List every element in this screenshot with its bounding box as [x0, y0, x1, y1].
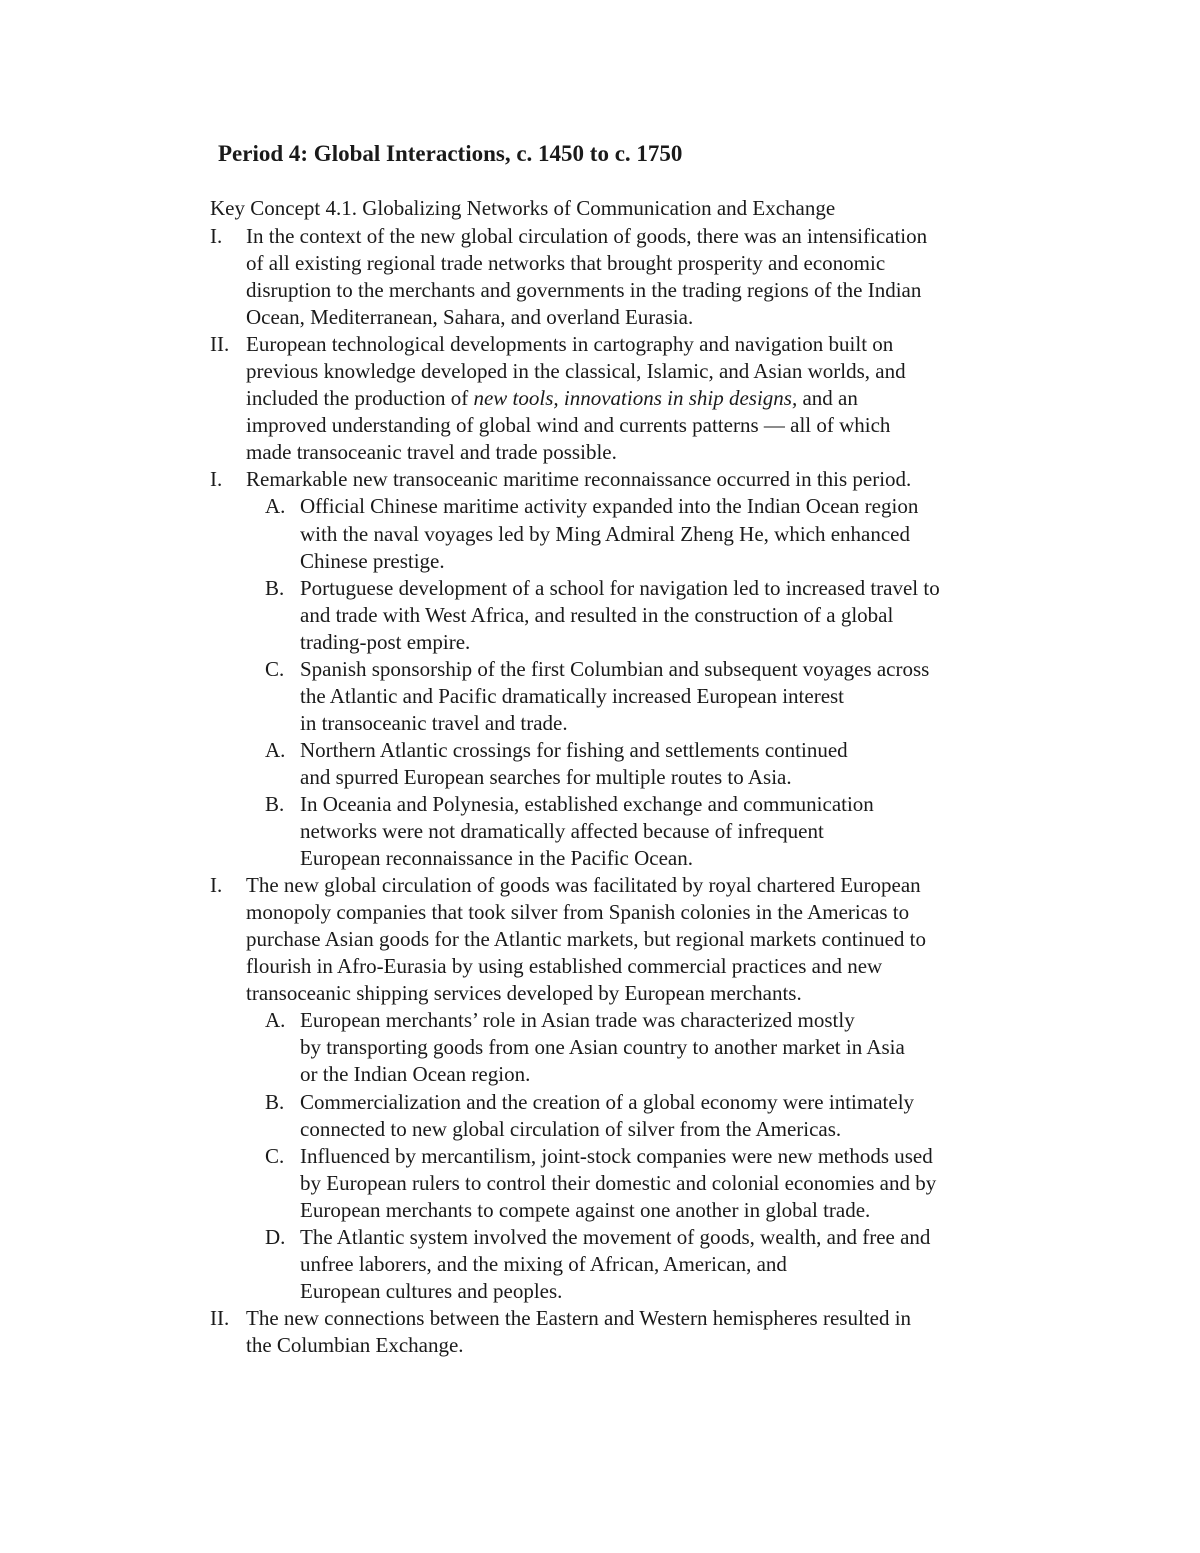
- subitem-text-line: in transoceanic travel and trade.: [300, 710, 568, 735]
- subitem-text-line: networks were not dramatically affected because of infrequent: [300, 819, 824, 844]
- subitem-text-line: European reconnaissance in the Pacific Ocean.: [300, 846, 693, 871]
- subitem-text-line: Official Chinese maritime activity expanded into the Indian Ocean region: [300, 494, 919, 519]
- subitem-text-line: European merchants to compete against one another in global trade.: [300, 1197, 871, 1222]
- item-text-line: the Columbian Exchange.: [246, 1332, 464, 1357]
- subitem-marker: D.: [265, 1224, 286, 1249]
- subitem-text-line: by European rulers to control their domestic and colonial economies and by: [300, 1170, 937, 1195]
- item-text-line: The new global circulation of goods was facilitated by royal chartered European: [246, 873, 921, 898]
- item-text-line: transoceanic shipping services developed by European merchants.: [246, 981, 802, 1006]
- item-marker: II.: [210, 1305, 230, 1330]
- item-marker: II.: [210, 332, 230, 357]
- outline-subitem: [210, 737, 1030, 791]
- outline-subitem: [210, 1089, 1030, 1143]
- subitem-text-line: by transporting goods from one Asian country to another market in Asia: [300, 1035, 905, 1060]
- subitem-marker: C.: [265, 656, 285, 681]
- outline-item: [210, 223, 1030, 331]
- outline-subitem: [210, 1224, 1030, 1305]
- subitem-marker: A.: [265, 1008, 286, 1033]
- subitem-text-line: and spurred European searches for multiple routes to Asia.: [300, 764, 792, 789]
- subitem-marker: C.: [265, 1143, 285, 1168]
- subitem-text-line: with the naval voyages led by Ming Admiral Zheng He, which enhanced: [300, 521, 911, 546]
- item-text-line: previous knowledge developed in the classical, Islamic, and Asian worlds, and: [246, 359, 906, 384]
- page-title: Period 4: Global Interactions, c. 1450 to c. 1750: [218, 141, 683, 166]
- item-text-line: The new connections between the Eastern and Western hemispheres resulted in: [246, 1305, 912, 1330]
- subitem-text-line: the Atlantic and Pacific dramatically increased European interest: [300, 683, 845, 708]
- item-text-line: of all existing regional trade networks that brought prosperity and economic: [246, 251, 886, 276]
- subitem-text-line: European cultures and peoples.: [300, 1278, 563, 1303]
- item-text-line: European technological developments in cartography and navigation built on: [246, 332, 894, 357]
- subitem-text-line: trading-post empire.: [300, 629, 471, 654]
- subitem-text-line: In Oceania and Polynesia, established exchange and communication: [300, 791, 874, 816]
- subitem-text-line: Northern Atlantic crossings for fishing and settlements continued: [300, 737, 848, 762]
- item-text-line: improved understanding of global wind and currents patterns — all of which: [246, 413, 891, 438]
- subitem-text-line: Portuguese development of a school for navigation led to increased travel to: [300, 575, 940, 600]
- item-text-line: made transoceanic travel and trade possible.: [246, 440, 617, 465]
- outline-subitem: [210, 1007, 1030, 1088]
- subitem-text-line: Spanish sponsorship of the first Columbian and subsequent voyages across: [300, 656, 930, 681]
- outline-item: [210, 466, 1030, 493]
- item-marker: I.: [210, 873, 223, 898]
- item-marker: I.: [210, 224, 223, 248]
- key-concept-heading: Key Concept 4.1. Globalizing Networks of Communication and Exchange: [210, 196, 836, 220]
- subitem-text-line: connected to new global circulation of silver from the Americas.: [300, 1116, 842, 1141]
- subitem-marker: B.: [265, 575, 285, 600]
- outline-list: [210, 223, 1030, 1359]
- item-text-line: Remarkable new transoceanic maritime reconnaissance occurred in this period.: [246, 467, 912, 492]
- subitem-marker: B.: [265, 791, 285, 816]
- subitem-text-line: Influenced by mercantilism, joint-stock companies were new methods used: [300, 1143, 933, 1168]
- item-text-line: In the context of the new global circulation of goods, there was an intensification: [246, 224, 928, 248]
- italic-phrase: new tools, innovations in ship designs,: [473, 386, 798, 411]
- outline-item: [210, 331, 1030, 466]
- subitem-marker: A.: [265, 737, 286, 762]
- subitem-text-line: The Atlantic system involved the movement of goods, wealth, and free and: [300, 1224, 931, 1249]
- item-text-line: disruption to the merchants and governments in the trading regions of the Indian: [246, 278, 922, 303]
- subitem-text-line: unfree laborers, and the mixing of African, American, and: [300, 1251, 787, 1276]
- outline-item: [210, 872, 1030, 1007]
- subitem-marker: A.: [265, 494, 286, 519]
- subitem-marker: B.: [265, 1089, 285, 1114]
- subitem-text-line: European merchants’ role in Asian trade was characterized mostly: [300, 1008, 855, 1033]
- text-run: and an: [797, 386, 858, 411]
- outline-subitem: [210, 1143, 1030, 1224]
- item-marker: I.: [210, 467, 223, 492]
- subitem-text-line: Commercialization and the creation of a global economy were intimately: [300, 1089, 915, 1114]
- text-run: included the production of: [246, 386, 474, 411]
- outline-subitem: [210, 493, 1030, 574]
- subitem-text-line: and trade with West Africa, and resulted in the construction of a global: [300, 602, 894, 627]
- outline-subitem: [210, 575, 1030, 656]
- subitem-text-line: or the Indian Ocean region.: [300, 1062, 531, 1087]
- outline-subitem: [210, 656, 1030, 737]
- item-text-line: [246, 385, 1030, 412]
- outline-subitem: [210, 791, 1030, 872]
- item-text-line: monopoly companies that took silver from Spanish colonies in the Americas to: [246, 900, 910, 925]
- outline-item: [210, 1305, 1030, 1359]
- subitem-text-line: Chinese prestige.: [300, 548, 445, 573]
- item-text-line: Ocean, Mediterranean, Sahara, and overland Eurasia.: [246, 305, 694, 330]
- item-text-line: flourish in Afro-Eurasia by using established commercial practices and new: [246, 954, 883, 979]
- item-text-line: purchase Asian goods for the Atlantic markets, but regional markets continued to: [246, 927, 926, 952]
